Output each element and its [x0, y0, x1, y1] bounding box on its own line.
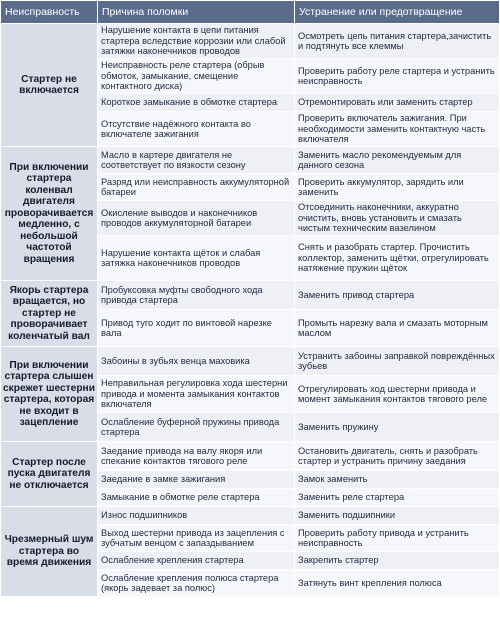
header-fix: Устранение или предотвращение [295, 1, 499, 23]
fix-cell: Промыть нарезку вала и смазать моторным маслом [295, 310, 499, 346]
cause-cell: Нарушение контакта щёток и слабая затяжка наконечников проводов [98, 236, 294, 280]
fault-cell: Якорь стартера вращается, но стартер не проворачивает коленчатый вал [1, 281, 97, 346]
cause-cell: Окисление выводов и наконечников проводов аккумуляторной батареи [98, 201, 294, 235]
header-fault: Неисправность [1, 1, 97, 23]
table-row [1, 347, 499, 375]
fix-cell: Проверить работу реле стартера и устранить неисправность [295, 59, 499, 93]
header-cause: Причина поломки [98, 1, 294, 23]
fix-cell: Отсоединить наконечники, аккуратно очистить, вновь установить и смазать чистым техническим вазелином [295, 201, 499, 235]
fix-cell: Отрегулировать ход шестерни привода и момент замыкания контактов тягового реле [295, 376, 499, 412]
table-row [1, 442, 499, 470]
fix-cell: Затянуть винт крепления полюса [295, 570, 499, 596]
fix-cell: Проверить работу привода и устранить неисправность [295, 525, 499, 551]
table-row [1, 24, 499, 58]
fix-cell: Снять и разобрать стартер. Прочистить коллектор, заменить щётки, отрегулировать натяжение пружин щёток [295, 236, 499, 280]
cause-cell: Ослабление крепления стартера [98, 552, 294, 569]
fix-cell: Заменить привод стартера [295, 281, 499, 309]
fault-cell: Стартер не включается [1, 24, 97, 146]
cause-cell: Ослабление буферной пружины привода стартера [98, 413, 294, 441]
fix-cell: Остановить двигатель, снять и разобрать стартер и устранить причину заедания [295, 442, 499, 470]
cause-cell: Выход шестерни привода из зацепления с зубчатым венцом с запаздыванием [98, 525, 294, 551]
fix-cell: Заменить реле стартера [295, 489, 499, 506]
fix-cell: Устранить забоины заправкой повреждённых зубьев [295, 347, 499, 375]
fix-cell: Осмотреть цепь питания стартера,зачистить и подтянуть все клеммы [295, 24, 499, 58]
cause-cell: Нарушение контакта в цепи питания стартера вследствие коррозии или слабой затяжки наконечников проводов [98, 24, 294, 58]
cause-cell: Замыкание в обмотке реле стартера [98, 489, 294, 506]
fix-cell: Заменить подшипники [295, 507, 499, 524]
fix-cell: Заменить масло рекомендуемым для данного сезона [295, 147, 499, 173]
fault-cell: При включении стартера слышен скрежет шестерни стартера, которая не входит в зацепление [1, 347, 97, 441]
fix-cell: Заменить пружину [295, 413, 499, 441]
fault-cell: Чрезмерный шум стартера во время движения [1, 507, 97, 596]
cause-cell: Пробуксовка муфты свободного хода привода стартера [98, 281, 294, 309]
cause-cell: Неисправность реле стартера (обрыв обмоток, замыкание, смещение контактного диска) [98, 59, 294, 93]
cause-cell: Короткое замыкание в обмотке стартера [98, 94, 294, 111]
cause-cell: Неправильная регулировка хода шестерни привода и момента замыкания контактов включателя [98, 376, 294, 412]
fix-cell: Проверить аккумулятор, зарядить или заменить [295, 174, 499, 200]
cause-cell: Разряд или неисправность аккумуляторной батареи [98, 174, 294, 200]
table-row [1, 281, 499, 309]
fault-cell: При включении стартера коленвал двигателя проворачивается медленно, с небольшой частотой вращения [1, 147, 97, 280]
cause-cell: Ослабление крепления полюса стартера (якорь задевает за полюс) [98, 570, 294, 596]
fix-cell: Проверить включатель зажигания. При необходимости заменить контактную часть включателя [295, 112, 499, 146]
cause-cell: Заедание привода на валу якоря или спекание контактов тягового реле [98, 442, 294, 470]
cause-cell: Привод туго ходит по винтовой нарезке вала [98, 310, 294, 346]
cause-cell: Заедание в замке зажигания [98, 471, 294, 488]
fix-cell: Отремонтировать или заменить стартер [295, 94, 499, 111]
cause-cell: Отсутствие надёжного контакта во включателе зажигания [98, 112, 294, 146]
cause-cell: Масло в картере двигателя не соответствует по вязкости сезону [98, 147, 294, 173]
fault-cell: Стартер после пуска двигателя не отключается [1, 442, 97, 506]
table-row [1, 147, 499, 173]
fix-cell: Закрепить стартер [295, 552, 499, 569]
table-row [1, 507, 499, 524]
fix-cell: Замок заменить [295, 471, 499, 488]
cause-cell: Износ подшипников [98, 507, 294, 524]
cause-cell: Забоины в зубьях венца маховика [98, 347, 294, 375]
table-header-row [1, 1, 499, 23]
